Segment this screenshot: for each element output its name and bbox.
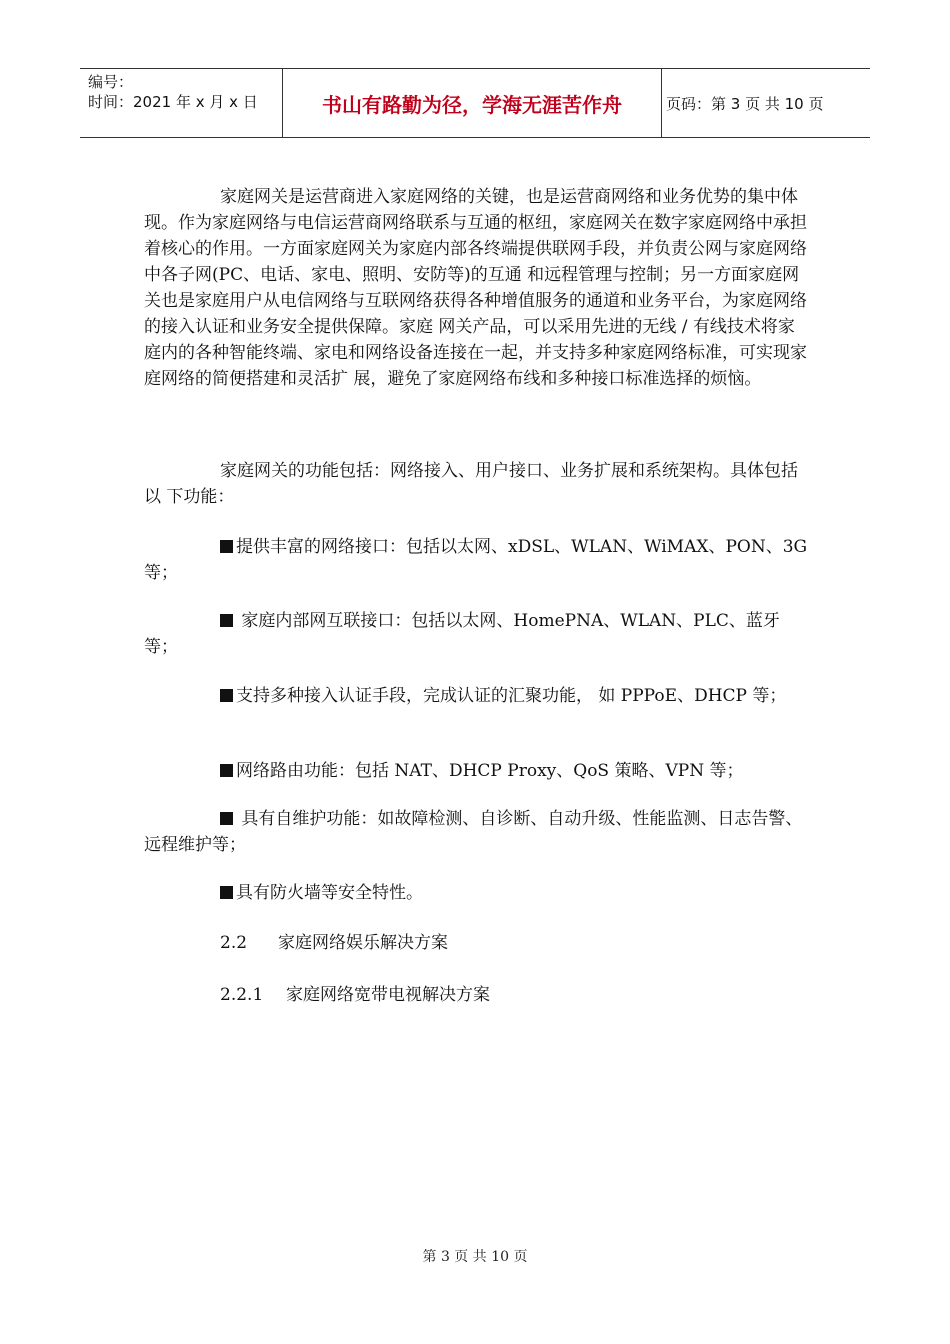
- paragraph-functions: 家庭网关的功能包括：网络接入、用户接口、业务扩展和系统架构。具体包括以 下功能：: [144, 461, 798, 507]
- header-page-label: 页码：第 3 页 共 10 页: [666, 94, 824, 113]
- list-item: 具有自维护功能：如故障检测、自诊断、自动升级、性能监测、日志告警、远程维护等；: [144, 809, 803, 855]
- list-item: 具有防火墙等安全特性。: [144, 880, 808, 906]
- header-motto: 书山有路勤为径，学海无涯苦作舟: [282, 69, 662, 137]
- square-bullet-icon: [220, 540, 233, 553]
- section-number: 2.2: [220, 933, 248, 953]
- paragraph-intro: 家庭网关是运营商进入家庭网络的关键，也是运营商网络和业务优势的集中体现。作为家庭网络与电信运营商网络联系与互通的枢纽，家庭网关在数字家庭网络中承担着核心的作用。一方面家庭网关为家庭内部各终端提供联网手段，并负责公网与家庭网络中各子网(PC、电话、家电、照明、安防等)的互通 和远程管理与控制；另一方面家庭网关也是家庭用户从电信网络与互联网络获得各种增值服务的通道和业务平台，为家庭网络的接入认证和业务安全提供保障。家庭 网关产品，可以采用先进的无线 / 有线技术将家庭内的各种智能终端、家电和网络设备连接在一起，并支持多种家庭网络标准，可实现家庭网络的简便搭建和灵活扩 展，避免了家庭网络布线和多种接口标准选择的烦恼。: [144, 187, 807, 389]
- number-label: 编号：: [88, 73, 134, 91]
- list-item: 提供丰富的网络接口：包括以太网、xDSL、WLAN、WiMAX、PON、3G等；: [144, 537, 808, 583]
- square-bullet-icon: [220, 812, 233, 825]
- page-footer: 第 3 页 共 10 页: [422, 1249, 528, 1265]
- section-title: 家庭网络娱乐解决方案: [278, 933, 448, 953]
- square-bullet-icon: [220, 689, 233, 702]
- section-heading: [220, 930, 448, 956]
- subsection-number: 2.2.1: [220, 985, 264, 1005]
- list-item: 支持多种接入认证手段，完成认证的汇聚功能， 如 PPPoE、DHCP 等；: [144, 683, 808, 709]
- page-header: [80, 68, 870, 138]
- list-item: 网络路由功能：包括 NAT、DHCP Proxy、QoS 策略、VPN 等；: [144, 758, 808, 784]
- square-bullet-icon: [220, 614, 233, 627]
- list-item: 家庭内部网互联接口：包括以太网、HomePNA、WLAN、PLC、蓝牙等；: [144, 611, 780, 657]
- time-label: 时间：2021 年 x 月 x 日: [88, 93, 258, 111]
- square-bullet-icon: [220, 886, 233, 899]
- header-meta: [88, 72, 280, 112]
- subsection-heading: [220, 982, 490, 1008]
- square-bullet-icon: [220, 764, 233, 777]
- subsection-title: 家庭网络宽带电视解决方案: [286, 985, 490, 1005]
